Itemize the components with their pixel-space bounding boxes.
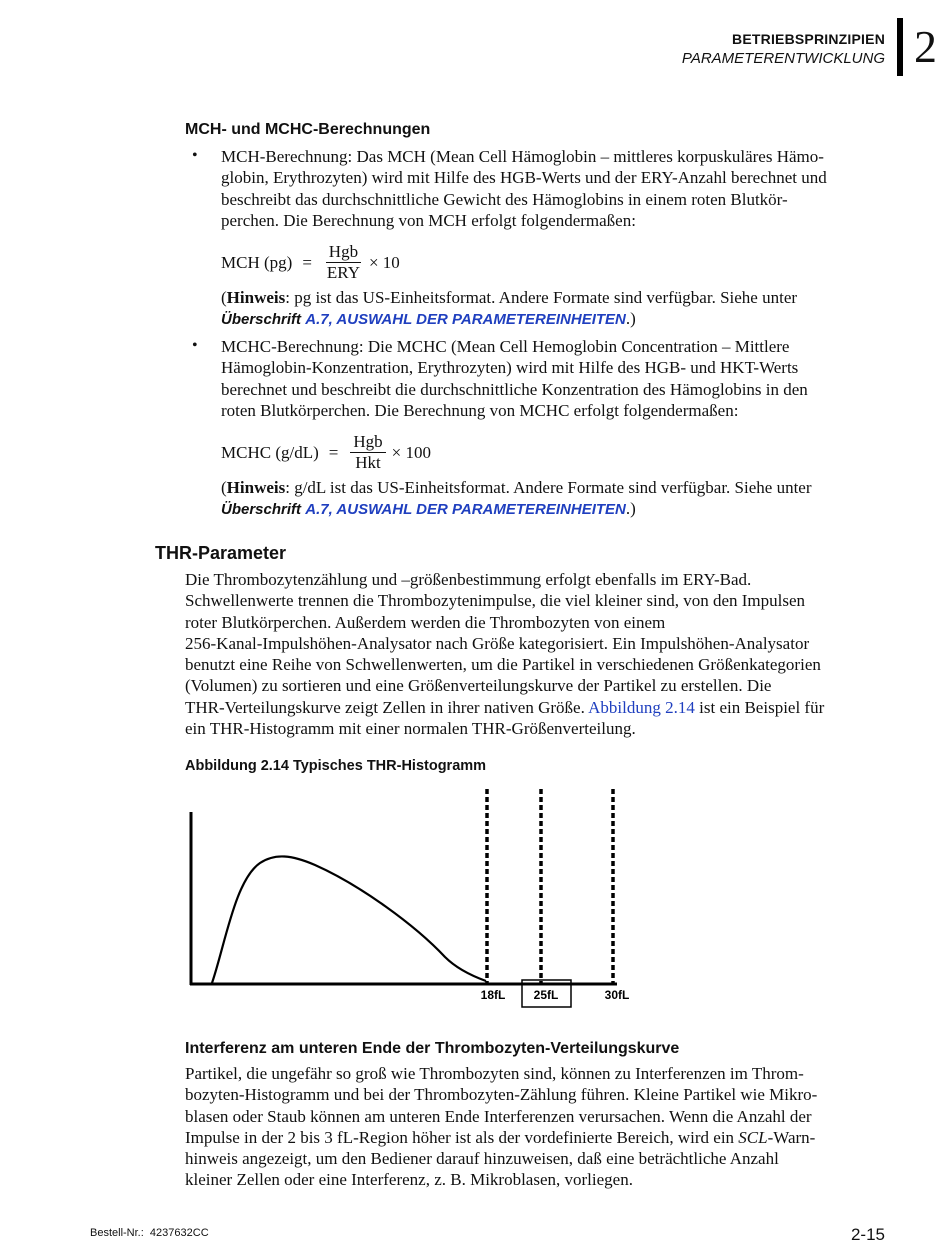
text-line: Partikel, die ungefähr so groß wie Thrombozyten sind, können zu Interferenzen im Throm- — [185, 1064, 804, 1083]
order-label: Bestell-Nr.: — [90, 1227, 144, 1239]
note-text: : g/dL ist das US-Einheitsformat. Andere Formate sind verfügbar. Siehe unter — [285, 478, 812, 497]
threshold-label-30fl: 30fL — [604, 988, 630, 1002]
bullet-mch — [221, 146, 901, 231]
xref-link-units[interactable]: A.7, AUSWAHL DER PARAMETEREINHEITEN — [305, 311, 626, 329]
formula-lhs: MCHC (g/dL) — [221, 442, 319, 462]
running-header-subtitle: PARAMETERENTWICKLUNG — [681, 50, 885, 67]
text-line: (Volumen) zu sortieren und eine Größenverteilungskurve der Partikel zu erstellen. Die — [185, 676, 772, 696]
note-close: .) — [625, 309, 636, 329]
text-line: kleiner Zellen oder eine Interferenz, z. B. Mikroblasen, vorliegen. — [185, 1170, 633, 1190]
note-line — [221, 287, 921, 308]
note-paren: ( — [221, 288, 227, 307]
xref-link-units[interactable]: A.7, AUSWAHL DER PARAMETEREINHEITEN — [305, 501, 626, 519]
text-fragment: -Warn- — [767, 1127, 816, 1147]
threshold-label-18fl: 18fL — [480, 988, 506, 1002]
formula-rhs: × 100 — [391, 442, 431, 462]
formula-equals: = — [302, 252, 312, 272]
text-line: globin, Erythrozyten) wird mit Hilfe des HGB-Werts und der ERY-Anzahl berechnet und — [221, 168, 827, 188]
figure-link[interactable]: Abbildung 2.14 — [588, 697, 695, 717]
text-line: beschreibt das durchschnittliche Gewicht des Hämoglobins in einem roten Blutkör- — [221, 189, 788, 209]
note-mch — [221, 287, 921, 331]
text-line: bozyten-Histogramm und bei der Thrombozyten-Zählung führen. Kleine Partikel wie Mikro- — [185, 1085, 818, 1105]
scl-flag: SCL — [738, 1127, 768, 1147]
formula-numerator: Hgb — [326, 242, 361, 263]
text-line: blasen oder Staub können am unteren Ende Interferenzen verursachen. Wenn die Anzahl der — [185, 1106, 812, 1126]
section-heading-interference: Interferenz am unteren Ende der Thrombozyten-Verteilungskurve — [185, 1040, 680, 1057]
note-line — [221, 498, 921, 520]
thr-histogram — [180, 785, 650, 1015]
text-line: perchen. Die Berechnung von MCH erfolgt folgendermaßen: — [221, 210, 636, 230]
note-text: : pg ist das US-Einheitsformat. Andere Formate sind verfügbar. Siehe unter — [285, 288, 798, 307]
text-fragment: THR-Verteilungskurve zeigt Zellen in ihrer nativen Größe. — [185, 697, 589, 717]
text-line: ein THR-Histogramm mit einer normalen THR-Größenverteilung. — [185, 719, 636, 739]
formula-equals: = — [328, 442, 339, 462]
text-line: Hämoglobin-Konzentration, Erythrozyten) wird mit Hilfe des HGB- und HKT-Werts — [221, 358, 799, 378]
note-label: Hinweis — [226, 478, 286, 497]
text-line: roter Blutkörperchen. Außerdem werden die Thrombozyten von einem — [185, 612, 666, 632]
interference-paragraph — [185, 1063, 905, 1191]
text-line: roten Blutkörperchen. Die Berechnung von MCHC erfolgt folgendermaßen: — [221, 400, 739, 420]
text-line: Schwellenwerte trennen die Thrombozytenimpulse, die viel kleiner sind, von den Impulsen — [185, 591, 806, 611]
section-heading-thr: THR-Parameter — [155, 543, 287, 563]
bullet-marker: • — [192, 337, 198, 354]
text-line: 256-Kanal-Impulshöhen-Analysator nach Größe kategorisiert. Ein Impulshöhen-Analysator — [185, 633, 810, 653]
note-line — [221, 477, 921, 498]
page-number: 2-15 — [850, 1225, 885, 1244]
note-close: .) — [625, 499, 636, 519]
bullet-marker: • — [192, 147, 198, 164]
bullet-mchc — [221, 336, 901, 421]
note-paren: ( — [221, 478, 227, 497]
text-fragment: Impulse in der 2 bis 3 fL-Region höher ist als der vordefinierte Bereich, wird ein — [185, 1127, 739, 1147]
text-line — [185, 1127, 905, 1148]
formula-fraction — [350, 432, 385, 473]
order-number — [90, 1227, 209, 1239]
chapter-number: 2 — [914, 21, 937, 72]
formula-lhs: MCH (pg) — [221, 252, 293, 272]
xref-lead: Überschrift — [221, 501, 302, 519]
text-line: berechnet und beschreibt die durchschnittliche Konzentration des Hämoglobins in den — [221, 379, 808, 399]
running-header-title: BETRIEBSPRINZIPIEN — [732, 31, 885, 47]
text-line — [185, 697, 905, 718]
thr-paragraph — [185, 569, 905, 739]
distribution-curve — [212, 856, 486, 983]
section-heading-mch: MCH- und MCHC-Berechnungen — [185, 121, 431, 138]
formula-mch — [221, 242, 400, 283]
text-line: MCHC-Berechnung: Die MCHC (Mean Cell Hemoglobin Concentration – Mittlere — [221, 337, 790, 356]
figure-caption: Abbildung 2.14 Typisches THR-Histogramm — [185, 758, 487, 774]
formula-rhs: × 10 — [368, 252, 400, 272]
text-fragment: ist ein Beispiel für — [694, 697, 825, 717]
xref-lead: Überschrift — [221, 311, 302, 329]
text-line: benutzt eine Reihe von Schwellenwerten, um die Partikel in verschiedenen Größenkategorien — [185, 655, 821, 675]
note-label: Hinweis — [226, 288, 286, 307]
text-line: MCH-Berechnung: Das MCH (Mean Cell Hämoglobin – mittleres korpuskuläres Hämo- — [221, 147, 824, 166]
formula-denominator: ERY — [326, 263, 360, 282]
formula-denominator: Hkt — [355, 453, 381, 472]
order-value: 4237632CC — [149, 1227, 209, 1239]
note-mchc — [221, 477, 921, 521]
threshold-label-25fl: 25fL — [533, 988, 559, 1002]
note-line — [221, 308, 921, 330]
formula-numerator: Hgb — [350, 432, 385, 453]
header-divider — [897, 18, 903, 76]
formula-fraction — [324, 242, 363, 283]
formula-mchc — [221, 432, 431, 473]
text-line: hinweis angezeigt, um den Bediener darauf hinzuweisen, daß eine beträchtliche Anzahl — [185, 1149, 779, 1169]
text-line: Die Thrombozytenzählung und –größenbestimmung erfolgt ebenfalls im ERY-Bad. — [185, 570, 752, 589]
